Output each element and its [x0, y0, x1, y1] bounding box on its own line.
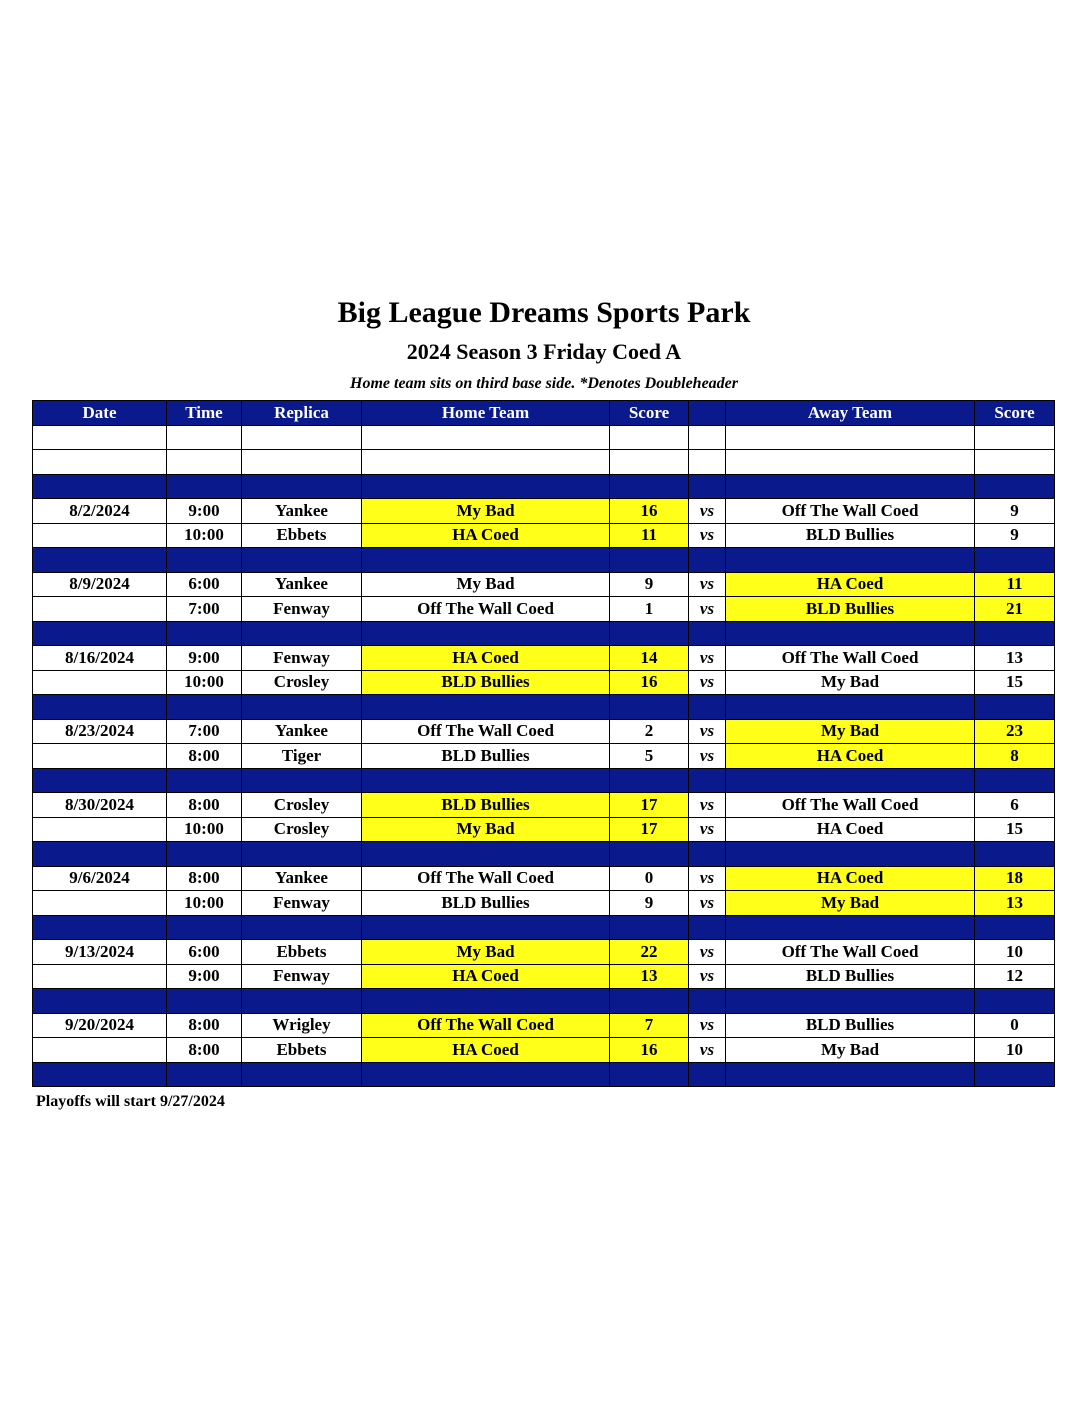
separator-cell — [362, 842, 610, 867]
away-team-cell: My Bad — [726, 719, 975, 744]
vs-cell: vs — [689, 793, 726, 818]
home-team-cell: BLD Bullies — [362, 891, 610, 916]
week-separator-row — [33, 621, 1055, 646]
separator-cell — [242, 621, 362, 646]
away-team-cell: My Bad — [726, 670, 975, 695]
away-score-cell: 9 — [975, 499, 1055, 524]
vs-cell: vs — [689, 1013, 726, 1038]
away-score-cell: 23 — [975, 719, 1055, 744]
separator-cell — [362, 474, 610, 499]
col-header-home-score: Score — [610, 401, 689, 426]
separator-cell — [33, 695, 167, 720]
away-score-cell: 18 — [975, 866, 1055, 891]
separator-cell — [242, 548, 362, 573]
home-score-cell: 17 — [610, 817, 689, 842]
separator-cell — [33, 548, 167, 573]
blank-cell — [726, 450, 975, 475]
date-cell — [33, 1038, 167, 1063]
away-team-cell: HA Coed — [726, 744, 975, 769]
vs-cell: vs — [689, 866, 726, 891]
separator-cell — [33, 915, 167, 940]
away-team-cell: HA Coed — [726, 866, 975, 891]
blank-row — [33, 450, 1055, 475]
home-score-cell: 16 — [610, 499, 689, 524]
separator-cell — [689, 548, 726, 573]
separator-cell — [610, 695, 689, 720]
home-team-cell: Off The Wall Coed — [362, 597, 610, 622]
separator-cell — [726, 621, 975, 646]
week-separator-row — [33, 768, 1055, 793]
separator-cell — [362, 548, 610, 573]
blank-cell — [242, 425, 362, 450]
separator-cell — [167, 621, 242, 646]
time-cell: 9:00 — [167, 499, 242, 524]
replica-cell: Yankee — [242, 866, 362, 891]
vs-cell: vs — [689, 670, 726, 695]
separator-cell — [689, 842, 726, 867]
date-cell: 8/23/2024 — [33, 719, 167, 744]
date-cell: 8/16/2024 — [33, 646, 167, 671]
away-team-cell: HA Coed — [726, 572, 975, 597]
blank-cell — [362, 450, 610, 475]
separator-cell — [33, 621, 167, 646]
replica-cell: Tiger — [242, 744, 362, 769]
separator-cell — [362, 768, 610, 793]
separator-cell — [689, 989, 726, 1014]
time-cell: 10:00 — [167, 523, 242, 548]
week-separator-row — [33, 915, 1055, 940]
separator-cell — [362, 1062, 610, 1087]
home-team-cell: My Bad — [362, 499, 610, 524]
separator-cell — [33, 768, 167, 793]
game-row — [33, 1013, 1055, 1038]
blank-cell — [167, 425, 242, 450]
separator-cell — [610, 989, 689, 1014]
separator-cell — [362, 621, 610, 646]
week-separator-row — [33, 1062, 1055, 1087]
replica-cell: Wrigley — [242, 1013, 362, 1038]
vs-cell: vs — [689, 744, 726, 769]
separator-cell — [610, 548, 689, 573]
week-separator-row — [33, 548, 1055, 573]
game-row — [33, 499, 1055, 524]
game-row — [33, 866, 1055, 891]
separator-cell — [726, 695, 975, 720]
game-row — [33, 891, 1055, 916]
home-team-cell: HA Coed — [362, 1038, 610, 1063]
header-row — [33, 401, 1055, 426]
game-row — [33, 646, 1055, 671]
separator-cell — [689, 474, 726, 499]
time-cell: 8:00 — [167, 1038, 242, 1063]
date-cell — [33, 891, 167, 916]
separator-cell — [33, 842, 167, 867]
home-score-cell: 16 — [610, 1038, 689, 1063]
separator-cell — [975, 695, 1055, 720]
vs-cell: vs — [689, 646, 726, 671]
away-team-cell: BLD Bullies — [726, 1013, 975, 1038]
home-team-cell: My Bad — [362, 817, 610, 842]
home-team-cell: BLD Bullies — [362, 670, 610, 695]
blank-cell — [726, 425, 975, 450]
home-team-cell: HA Coed — [362, 523, 610, 548]
replica-cell: Fenway — [242, 964, 362, 989]
game-row — [33, 597, 1055, 622]
separator-cell — [975, 842, 1055, 867]
date-cell: 8/2/2024 — [33, 499, 167, 524]
vs-cell: vs — [689, 940, 726, 965]
game-row — [33, 523, 1055, 548]
time-cell: 8:00 — [167, 793, 242, 818]
separator-cell — [726, 915, 975, 940]
time-cell: 10:00 — [167, 670, 242, 695]
away-team-cell: Off The Wall Coed — [726, 646, 975, 671]
vs-cell: vs — [689, 964, 726, 989]
blank-cell — [33, 450, 167, 475]
replica-cell: Fenway — [242, 646, 362, 671]
vs-cell: vs — [689, 597, 726, 622]
date-cell — [33, 523, 167, 548]
separator-cell — [167, 695, 242, 720]
time-cell: 6:00 — [167, 940, 242, 965]
replica-cell: Fenway — [242, 597, 362, 622]
replica-cell: Ebbets — [242, 523, 362, 548]
away-score-cell: 12 — [975, 964, 1055, 989]
col-header-away-team: Away Team — [726, 401, 975, 426]
away-score-cell: 10 — [975, 940, 1055, 965]
col-header-home-team: Home Team — [362, 401, 610, 426]
home-score-cell: 13 — [610, 964, 689, 989]
time-cell: 10:00 — [167, 891, 242, 916]
home-team-cell: HA Coed — [362, 964, 610, 989]
away-score-cell: 15 — [975, 670, 1055, 695]
schedule-note: Home team sits on third base side. *Denotes Doubleheader — [350, 375, 738, 392]
home-score-cell: 2 — [610, 719, 689, 744]
separator-cell — [975, 768, 1055, 793]
blank-cell — [689, 425, 726, 450]
schedule-body — [33, 425, 1055, 1087]
vs-cell: vs — [689, 523, 726, 548]
separator-cell — [610, 1062, 689, 1087]
away-team-cell: BLD Bullies — [726, 964, 975, 989]
away-team-cell: Off The Wall Coed — [726, 499, 975, 524]
week-separator-row — [33, 842, 1055, 867]
blank-cell — [242, 450, 362, 475]
blank-cell — [975, 450, 1055, 475]
game-row — [33, 719, 1055, 744]
vs-cell: vs — [689, 499, 726, 524]
separator-cell — [689, 695, 726, 720]
separator-cell — [610, 474, 689, 499]
separator-cell — [975, 1062, 1055, 1087]
blank-row — [33, 425, 1055, 450]
separator-cell — [167, 548, 242, 573]
separator-cell — [362, 915, 610, 940]
time-cell: 8:00 — [167, 866, 242, 891]
vs-cell: vs — [689, 572, 726, 597]
separator-cell — [726, 548, 975, 573]
home-score-cell: 11 — [610, 523, 689, 548]
separator-cell — [242, 768, 362, 793]
separator-cell — [167, 768, 242, 793]
home-team-cell: My Bad — [362, 572, 610, 597]
week-separator-row — [33, 695, 1055, 720]
separator-cell — [726, 474, 975, 499]
separator-cell — [362, 989, 610, 1014]
home-team-cell: BLD Bullies — [362, 793, 610, 818]
away-score-cell: 21 — [975, 597, 1055, 622]
away-score-cell: 15 — [975, 817, 1055, 842]
playoffs-note: Playoffs will start 9/27/2024 — [36, 1093, 225, 1110]
separator-cell — [167, 474, 242, 499]
game-row — [33, 744, 1055, 769]
col-header-time: Time — [167, 401, 242, 426]
separator-cell — [610, 842, 689, 867]
home-score-cell: 22 — [610, 940, 689, 965]
separator-cell — [726, 1062, 975, 1087]
col-header-away-score: Score — [975, 401, 1055, 426]
separator-cell — [33, 474, 167, 499]
home-team-cell: Off The Wall Coed — [362, 866, 610, 891]
separator-cell — [167, 842, 242, 867]
date-cell — [33, 670, 167, 695]
separator-cell — [242, 474, 362, 499]
home-team-cell: Off The Wall Coed — [362, 719, 610, 744]
replica-cell: Yankee — [242, 499, 362, 524]
replica-cell: Ebbets — [242, 1038, 362, 1063]
time-cell: 9:00 — [167, 964, 242, 989]
vs-cell: vs — [689, 719, 726, 744]
separator-cell — [726, 989, 975, 1014]
home-score-cell: 5 — [610, 744, 689, 769]
home-team-cell: HA Coed — [362, 646, 610, 671]
separator-cell — [242, 1062, 362, 1087]
home-score-cell: 9 — [610, 891, 689, 916]
schedule-table — [32, 400, 1055, 1087]
date-cell: 9/13/2024 — [33, 940, 167, 965]
home-team-cell: Off The Wall Coed — [362, 1013, 610, 1038]
time-cell: 10:00 — [167, 817, 242, 842]
separator-cell — [167, 1062, 242, 1087]
blank-cell — [610, 425, 689, 450]
away-team-cell: My Bad — [726, 891, 975, 916]
col-header-date: Date — [33, 401, 167, 426]
date-cell — [33, 744, 167, 769]
game-row — [33, 1038, 1055, 1063]
separator-cell — [242, 842, 362, 867]
away-team-cell: BLD Bullies — [726, 523, 975, 548]
replica-cell: Crosley — [242, 817, 362, 842]
date-cell: 9/20/2024 — [33, 1013, 167, 1038]
separator-cell — [167, 989, 242, 1014]
away-score-cell: 11 — [975, 572, 1055, 597]
home-score-cell: 17 — [610, 793, 689, 818]
separator-cell — [33, 989, 167, 1014]
time-cell: 7:00 — [167, 719, 242, 744]
col-header-vs — [689, 401, 726, 426]
replica-cell: Ebbets — [242, 940, 362, 965]
away-score-cell: 10 — [975, 1038, 1055, 1063]
blank-cell — [33, 425, 167, 450]
home-team-cell: My Bad — [362, 940, 610, 965]
separator-cell — [689, 915, 726, 940]
home-score-cell: 14 — [610, 646, 689, 671]
date-cell — [33, 964, 167, 989]
replica-cell: Yankee — [242, 572, 362, 597]
blank-cell — [167, 450, 242, 475]
date-cell — [33, 817, 167, 842]
date-cell: 8/30/2024 — [33, 793, 167, 818]
home-score-cell: 7 — [610, 1013, 689, 1038]
separator-cell — [975, 915, 1055, 940]
date-cell: 8/9/2024 — [33, 572, 167, 597]
vs-cell: vs — [689, 817, 726, 842]
separator-cell — [689, 1062, 726, 1087]
home-team-cell: BLD Bullies — [362, 744, 610, 769]
time-cell: 6:00 — [167, 572, 242, 597]
time-cell: 8:00 — [167, 1013, 242, 1038]
away-team-cell: BLD Bullies — [726, 597, 975, 622]
separator-cell — [242, 915, 362, 940]
separator-cell — [975, 621, 1055, 646]
vs-cell: vs — [689, 891, 726, 916]
blank-cell — [689, 450, 726, 475]
blank-cell — [610, 450, 689, 475]
away-score-cell: 0 — [975, 1013, 1055, 1038]
game-row — [33, 817, 1055, 842]
separator-cell — [726, 842, 975, 867]
replica-cell: Crosley — [242, 670, 362, 695]
blank-cell — [975, 425, 1055, 450]
replica-cell: Crosley — [242, 793, 362, 818]
separator-cell — [689, 621, 726, 646]
away-score-cell: 6 — [975, 793, 1055, 818]
week-separator-row — [33, 989, 1055, 1014]
home-score-cell: 1 — [610, 597, 689, 622]
separator-cell — [975, 548, 1055, 573]
date-cell: 9/6/2024 — [33, 866, 167, 891]
separator-cell — [362, 695, 610, 720]
replica-cell: Yankee — [242, 719, 362, 744]
game-row — [33, 572, 1055, 597]
week-separator-row — [33, 474, 1055, 499]
time-cell: 7:00 — [167, 597, 242, 622]
separator-cell — [726, 768, 975, 793]
away-team-cell: Off The Wall Coed — [726, 793, 975, 818]
game-row — [33, 964, 1055, 989]
page-subtitle: 2024 Season 3 Friday Coed A — [406, 339, 682, 364]
time-cell: 9:00 — [167, 646, 242, 671]
separator-cell — [33, 1062, 167, 1087]
separator-cell — [610, 768, 689, 793]
away-score-cell: 13 — [975, 891, 1055, 916]
away-team-cell: HA Coed — [726, 817, 975, 842]
away-score-cell: 8 — [975, 744, 1055, 769]
game-row — [33, 793, 1055, 818]
separator-cell — [689, 768, 726, 793]
home-score-cell: 16 — [610, 670, 689, 695]
page-title: Big League Dreams Sports Park — [337, 296, 751, 329]
replica-cell: Fenway — [242, 891, 362, 916]
away-team-cell: My Bad — [726, 1038, 975, 1063]
col-header-replica: Replica — [242, 401, 362, 426]
separator-cell — [610, 621, 689, 646]
separator-cell — [242, 695, 362, 720]
separator-cell — [610, 915, 689, 940]
separator-cell — [975, 474, 1055, 499]
away-score-cell: 13 — [975, 646, 1055, 671]
away-score-cell: 9 — [975, 523, 1055, 548]
game-row — [33, 670, 1055, 695]
separator-cell — [167, 915, 242, 940]
home-score-cell: 9 — [610, 572, 689, 597]
away-team-cell: Off The Wall Coed — [726, 940, 975, 965]
separator-cell — [975, 989, 1055, 1014]
date-cell — [33, 597, 167, 622]
separator-cell — [242, 989, 362, 1014]
home-score-cell: 0 — [610, 866, 689, 891]
blank-cell — [362, 425, 610, 450]
vs-cell: vs — [689, 1038, 726, 1063]
game-row — [33, 940, 1055, 965]
time-cell: 8:00 — [167, 744, 242, 769]
